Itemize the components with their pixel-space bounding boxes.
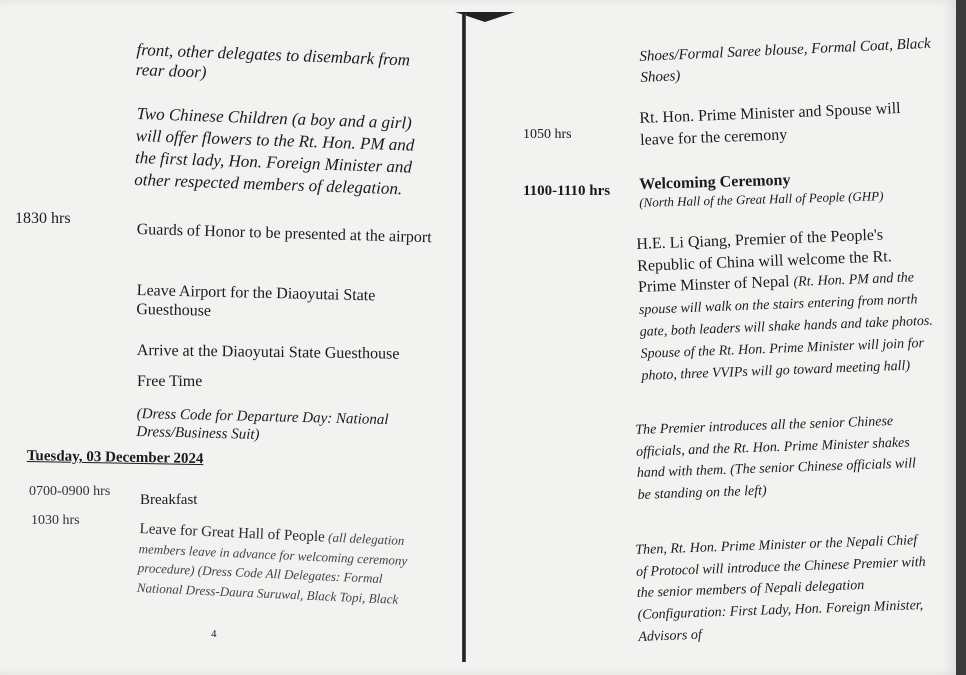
children-flowers-text: Two Chinese Children (a boy and a girl) will offer flowers to the Rt. Hon. PM and the first lady, Hon. Foreign Minister and other respected members of delegation. <box>133 103 415 199</box>
welcoming-ceremony-venue: (North Hall of the Great Hall of People (GHP) <box>639 188 884 210</box>
welcoming-ceremony-title: Welcoming Ceremony <box>639 171 791 193</box>
time-breakfast: 0700-0900 hrs <box>29 484 111 499</box>
right-continued-text: Shoes/Formal Saree blouse, Formal Coat, Black Shoes) <box>639 35 932 86</box>
time-1100-1110: 1100-1110 hrs <box>523 183 611 199</box>
then-introduce-text: Then, Rt. Hon. Prime Minister or the Nepali Chief of Protocol will introduce the Chinese Premier with the senior members of Nepali delegation (Configuration: First Lady, Hon. Foreign Minister, Advisors of <box>635 533 926 645</box>
leave-airport-text: Leave Airport for the Diaoyutai State Guesthouse <box>136 281 376 320</box>
li-qiang-lead: H.E. Li Qiang, Premier of the People's Republic of China will welcome the Rt. Prime Minster of Nepal <box>636 226 892 297</box>
guards-of-honor-text: Guards of Honor to be presented at the airport <box>136 220 432 247</box>
time-1050: 1050 hrs <box>523 127 572 142</box>
day-heading: Tuesday, 03 December 2024 <box>26 447 204 468</box>
li-qiang-detail: (Rt. Hon. PM and the spouse will walk on the stairs entering from north gate, both leaders will shake hands and take photos. Spouse of the Rt. Hon. Prime Minister will join for photo, three VVIPs will go toward meeting hall) <box>638 270 934 384</box>
dress-code-departure-text: (Dress Code for Departure Day: National Dress/Business Suit) <box>136 405 389 443</box>
page-number: 4 <box>211 628 217 640</box>
premier-introduces-text: The Premier introduces all the senior Chinese officials, and the Rt. Hon. Prime Minister shakes hand with them. (The senior Chinese officials will be standing on the left) <box>635 413 917 504</box>
leave-ghp-detail: (all delegation members leave in advance for welcoming ceremony procedure) (Dress Code All Delegates: Formal National Dress-Daura Suruwal, Black Topi, Black <box>136 529 408 607</box>
book-spine <box>462 14 466 662</box>
leave-ceremony-text: Rt. Hon. Prime Minister and Spouse will leave for the ceremony <box>639 99 901 149</box>
background-edge <box>956 0 966 675</box>
time-1030: 1030 hrs <box>31 513 80 528</box>
time-1830: 1830 hrs <box>15 210 71 227</box>
leave-ghp-block <box>136 520 409 610</box>
breakfast-text: Breakfast <box>140 492 198 508</box>
free-time-text: Free Time <box>137 373 203 390</box>
arrive-guesthouse-text: Arrive at the Diaoyutai State Guesthouse <box>136 341 400 363</box>
leave-ghp-lead: Leave for Great Hall of People <box>139 520 326 546</box>
left-continued-text: front, other delegates to disembark from rear door) <box>135 40 411 83</box>
li-qiang-block <box>636 223 938 387</box>
